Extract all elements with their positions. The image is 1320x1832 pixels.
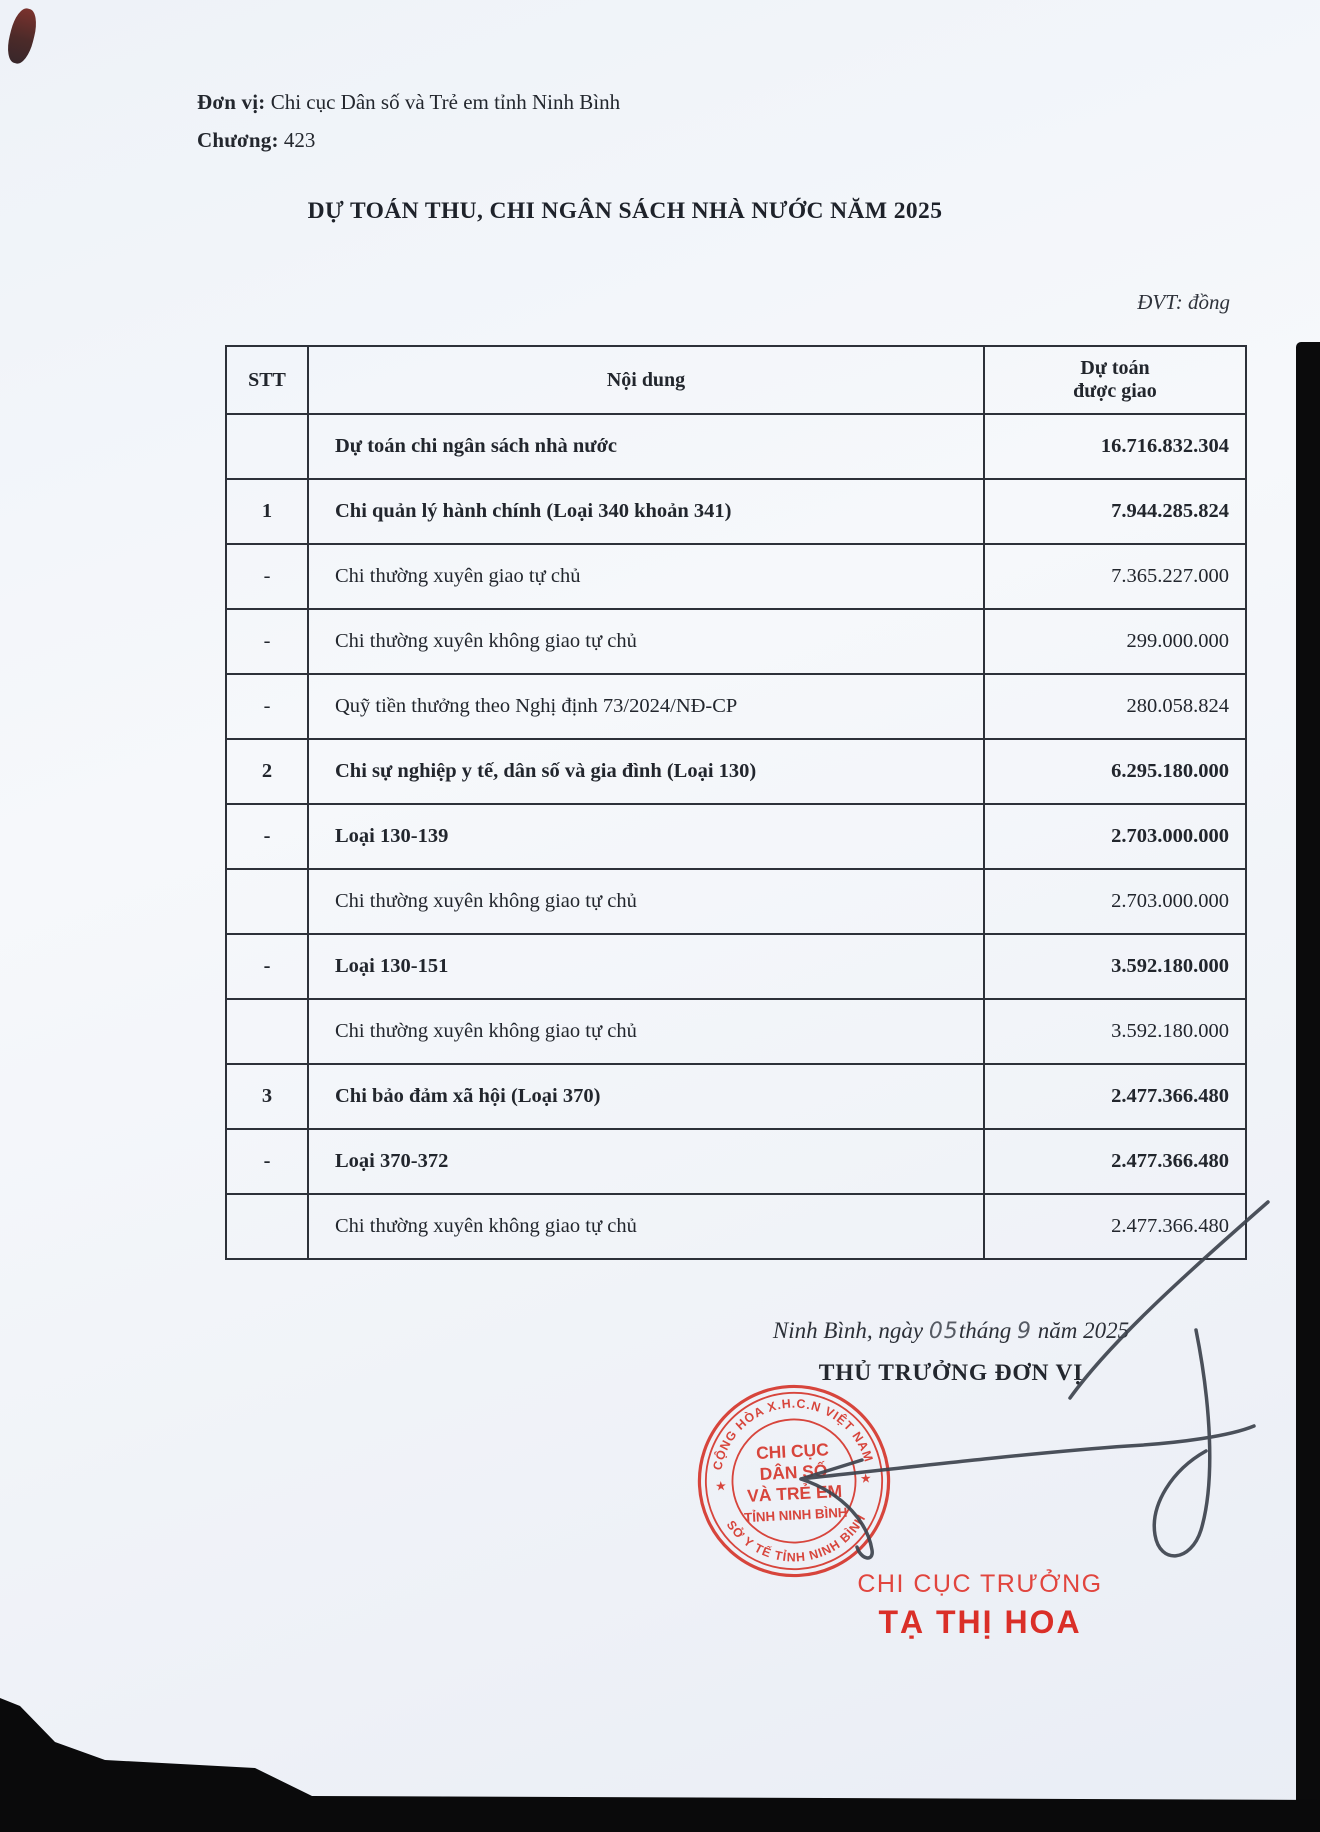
table-row: [227, 545, 1245, 610]
row-value: 3.592.180.000: [1111, 1020, 1229, 1042]
row-stt: -: [227, 675, 309, 738]
row-content: Chi thường xuyên không giao tự chủ: [309, 1195, 985, 1258]
row-value: 7.365.227.000: [1111, 565, 1229, 587]
row-content: Chi thường xuyên giao tự chủ: [309, 545, 985, 608]
date-day-handwritten: 05: [928, 1319, 959, 1344]
row-value: 2.477.366.480: [1111, 1150, 1229, 1172]
date-month-handwritten: 9: [1016, 1319, 1032, 1344]
chapter-label: Chương:: [197, 128, 279, 152]
table-row: [227, 870, 1245, 935]
row-stt: [227, 1195, 309, 1258]
table-row: [227, 740, 1245, 805]
row-content: Chi bảo đảm xã hội (Loại 370): [309, 1065, 985, 1128]
date-middle: tháng: [958, 1318, 1012, 1343]
row-value: 2.703.000.000: [1111, 890, 1229, 912]
row-stt: -: [227, 805, 309, 868]
unit-line: [197, 90, 620, 115]
row-stt: [227, 415, 309, 478]
row-content: Loại 370-372: [309, 1130, 985, 1193]
header-value-line2: được giao: [1073, 380, 1157, 402]
row-stt: -: [227, 545, 309, 608]
row-content: Dự toán chi ngân sách nhà nước: [309, 415, 985, 478]
row-stt: 2: [227, 740, 309, 803]
row-content: Chi thường xuyên không giao tự chủ: [309, 1000, 985, 1063]
date-suffix: năm 2025: [1037, 1318, 1130, 1343]
row-value: 2.477.366.480: [1111, 1085, 1229, 1107]
stamp-arc-bottom-text: SỞ Y TẾ TỈNH NINH BÌNH: [723, 1511, 869, 1565]
table-row: [227, 805, 1245, 870]
row-value: 2.703.000.000: [1111, 825, 1229, 847]
unit-label: Đơn vị:: [197, 90, 266, 114]
signer-name: TẠ THỊ HOA: [878, 1604, 1082, 1640]
scan-ink-mark: [4, 6, 41, 66]
table-row: [227, 415, 1245, 480]
table-row: [227, 1000, 1245, 1065]
row-stt: -: [227, 1130, 309, 1193]
scan-edge-bottom: [0, 1690, 1320, 1832]
row-value: 7.944.285.824: [1111, 500, 1229, 522]
currency-note: ĐVT: đồng: [1137, 290, 1230, 314]
row-stt: [227, 1000, 309, 1063]
row-stt: -: [227, 610, 309, 673]
row-value: 280.058.824: [1126, 695, 1229, 717]
table-row: [227, 935, 1245, 1000]
date-prefix: Ninh Bình, ngày: [772, 1318, 924, 1343]
stamp-line3: VÀ TRẺ EM: [746, 1480, 843, 1506]
row-stt: -: [227, 935, 309, 998]
chapter-value: 423: [283, 128, 316, 152]
handwritten-signature: [640, 1180, 1300, 1590]
row-value: 3.592.180.000: [1111, 955, 1229, 977]
stamp-star-right: ★: [859, 1471, 872, 1487]
signer-position: CHI CỤC TRƯỞNG: [857, 1570, 1103, 1598]
row-value: 2.477.366.480: [1111, 1215, 1229, 1237]
stamp-line2: DÂN SỐ: [759, 1460, 828, 1485]
unit-value: Chi cục Dân số và Trẻ em tỉnh Ninh Bình: [270, 90, 621, 114]
row-value: 16.716.832.304: [1100, 435, 1229, 457]
row-value: 299.000.000: [1126, 630, 1229, 652]
row-stt: [227, 870, 309, 933]
row-content: Chi sự nghiệp y tế, dân số và gia đình (Loại 130): [309, 740, 985, 803]
signer-title: THỦ TRƯỞNG ĐƠN VỊ: [818, 1360, 1084, 1386]
stamp-line1: CHI CỤC: [755, 1439, 830, 1464]
page-title: DỰ TOÁN THU, CHI NGÂN SÁCH NHÀ NƯỚC NĂM 2025: [307, 198, 943, 224]
scan-edge-right: [1296, 342, 1320, 1832]
chapter-line: [197, 128, 315, 153]
header-stt: STT: [227, 347, 309, 413]
stamp-arc-top-text: CỘNG HÒA X.H.C.N VIỆT NAM: [710, 1396, 876, 1472]
row-content: Chi quản lý hành chính (Loại 340 khoản 341): [309, 480, 985, 543]
budget-table: [225, 345, 1247, 1260]
row-content: Loại 130-151: [309, 935, 985, 998]
table-header-row: [227, 347, 1245, 415]
stamp-star-left: ★: [714, 1479, 728, 1494]
row-content: Loại 130-139: [309, 805, 985, 868]
table-row: [227, 480, 1245, 545]
row-value: 6.295.180.000: [1111, 760, 1229, 782]
table-body: [227, 415, 1245, 1258]
row-stt: 3: [227, 1065, 309, 1128]
row-content: Quỹ tiền thưởng theo Nghị định 73/2024/NĐ-CP: [309, 675, 985, 738]
row-content: Chi thường xuyên không giao tự chủ: [309, 610, 985, 673]
header-value: [985, 347, 1245, 413]
header-value-line1: Dự toán: [1080, 357, 1150, 379]
stamp-line4: TỈNH NINH BÌNH: [743, 1504, 848, 1526]
row-stt: 1: [227, 480, 309, 543]
table-row: [227, 675, 1245, 740]
header-content: Nội dung: [309, 347, 985, 413]
row-content: Chi thường xuyên không giao tự chủ: [309, 870, 985, 933]
table-row: [227, 610, 1245, 675]
table-row: [227, 1065, 1245, 1130]
